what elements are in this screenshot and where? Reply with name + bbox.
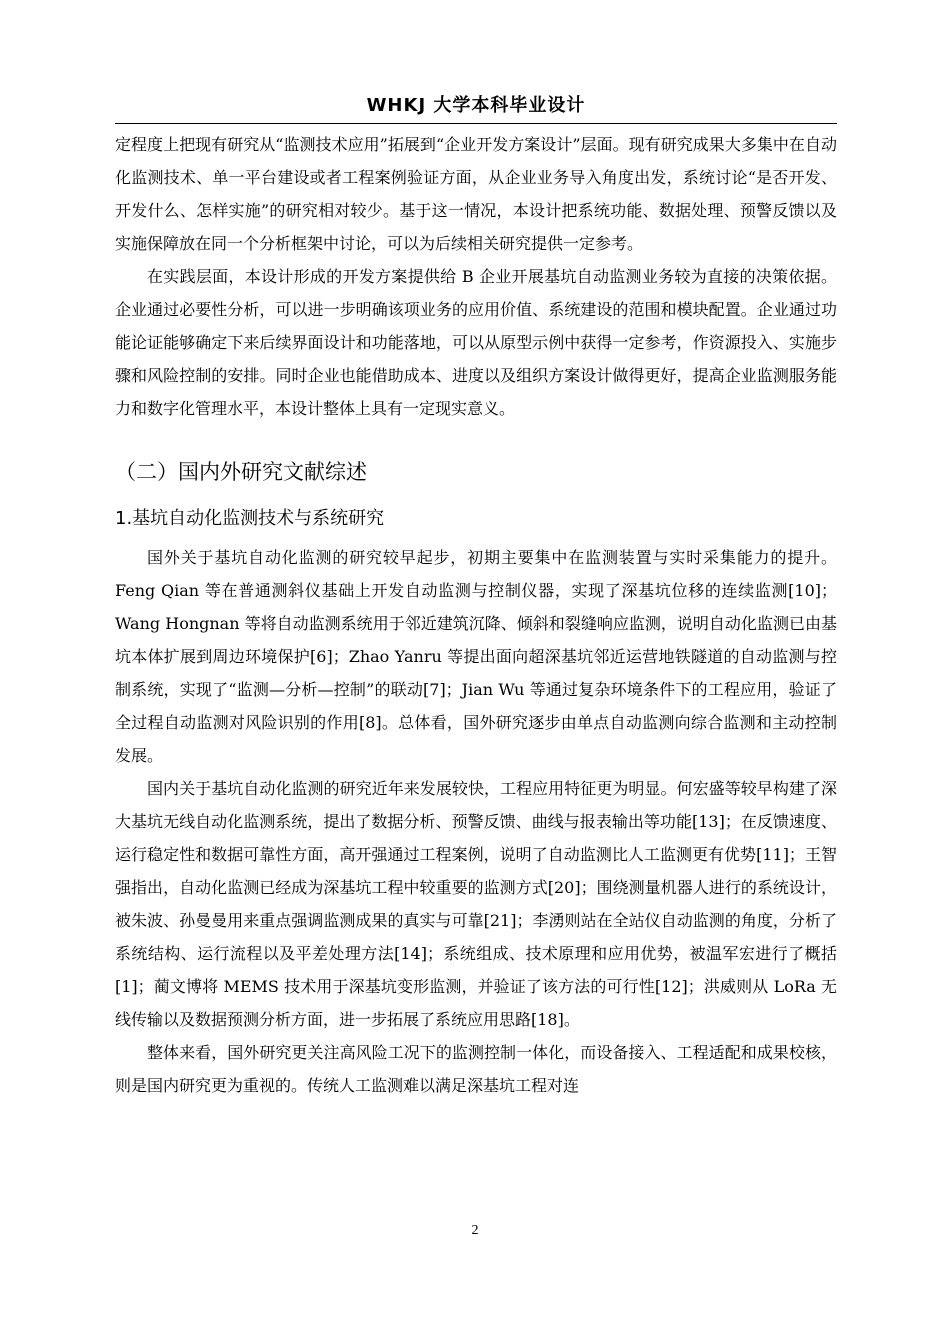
body-paragraph-summary: 整体来看，国外研究更关注高风险工况下的监测控制一体化，而设备接入、工程适配和成果校核，则是国内研究更为重视的。传统人工监测难以满足深基坑工程对连 (115, 1043, 837, 1095)
body-paragraph-domestic: 国内关于基坑自动化监测的研究近年来发展较快，工程应用特征更为明显。何宏盛等较早构建了深大基坑无线自动化监测系统，提出了数据分析、预警反馈、曲线与报表输出等功能[13]；在反馈速度、运行稳定性和数据可靠性方面，高开强通过工程案例，说明了自动监测比人工监测更有优势[11]；王智强指出，自动化监测已经成为深基坑工程中较重要的监测方式[20]；围绕测量机器人进行的系统设计，被朱波、孙曼曼用来重点强调监测成果的真实与可靠[21]；李湧则站在全站仪自动监测的角度，分析了系统结构、运行流程以及平差处理方法[14]；系统组成、技术原理和应用优势，被温军宏进行了概括[1]；蔺文博将 MEMS 技术用于深基坑变形监测，并验证了该方法的可行性[12]；洪威则从 LoRa 无线传输以及数据预测分析方面，进一步拓展了系统应用思路[18]。 (115, 779, 837, 1029)
page-number: 2 (471, 1223, 479, 1238)
page-content (115, 128, 837, 1102)
header-divider (115, 123, 837, 124)
intro-paragraph-1: 定程度上把现有研究从“监测技术应用”拓展到“企业开发方案设计”层面。现有研究成果大多集中在自动化监测技术、单一平台建设或者工程案例验证方面，从企业业务导入角度出发，系统讨论“是否开发、开发什么、怎样实施”的研究相对较少。基于这一情况，本设计把系统功能、数据处理、预警反馈以及实施保障放在同一个分析框架中讨论，可以为后续相关研究提供一定参考。 (115, 135, 837, 253)
body-paragraph-foreign: 国外关于基坑自动化监测的研究较早起步，初期主要集中在监测装置与实时采集能力的提升。Feng Qian 等在普通测斜仪基础上开发自动监测与控制仪器，实现了深基坑位移的连续监测[10]；Wang Hongnan 等将自动监测系统用于邻近建筑沉降、倾斜和裂缝响应监测，说明自动化监测已由基坑本体扩展到周边环境保护[6]；Zhao Yanru 等提出面向超深基坑邻近运营地铁隧道的自动监测与控制系统，实现了“监测—分析—控制”的联动[7]；Jian Wu 等通过复杂环境条件下的工程应用，验证了全过程自动监测对风险识别的作用[8]。总体看，国外研究逐步由单点自动监测向综合监测和主动控制发展。 (115, 548, 837, 765)
page-header-title: WHKJ 大学本科毕业设计 (366, 95, 586, 116)
intro-paragraph-2: 在实践层面，本设计形成的开发方案提供给 B 企业开展基坑自动监测业务较为直接的决策依据。企业通过必要性分析，可以进一步明确该项业务的应用价值、系统建设的范围和模块配置。企业通过功能论证能够确定下来后续界面设计和功能落地，可以从原型示例中获得一定参考，作资源投入、实施步骤和风险控制的安排。同时企业也能借助成本、进度以及组织方案设计做得更好，提高企业监测服务能力和数字化管理水平，本设计整体上具有一定现实意义。 (115, 267, 837, 418)
subsection-heading: 1.基坑自动化监测技术与系统研究 (115, 508, 385, 529)
section-heading: （二）国内外研究文献综述 (115, 460, 367, 484)
